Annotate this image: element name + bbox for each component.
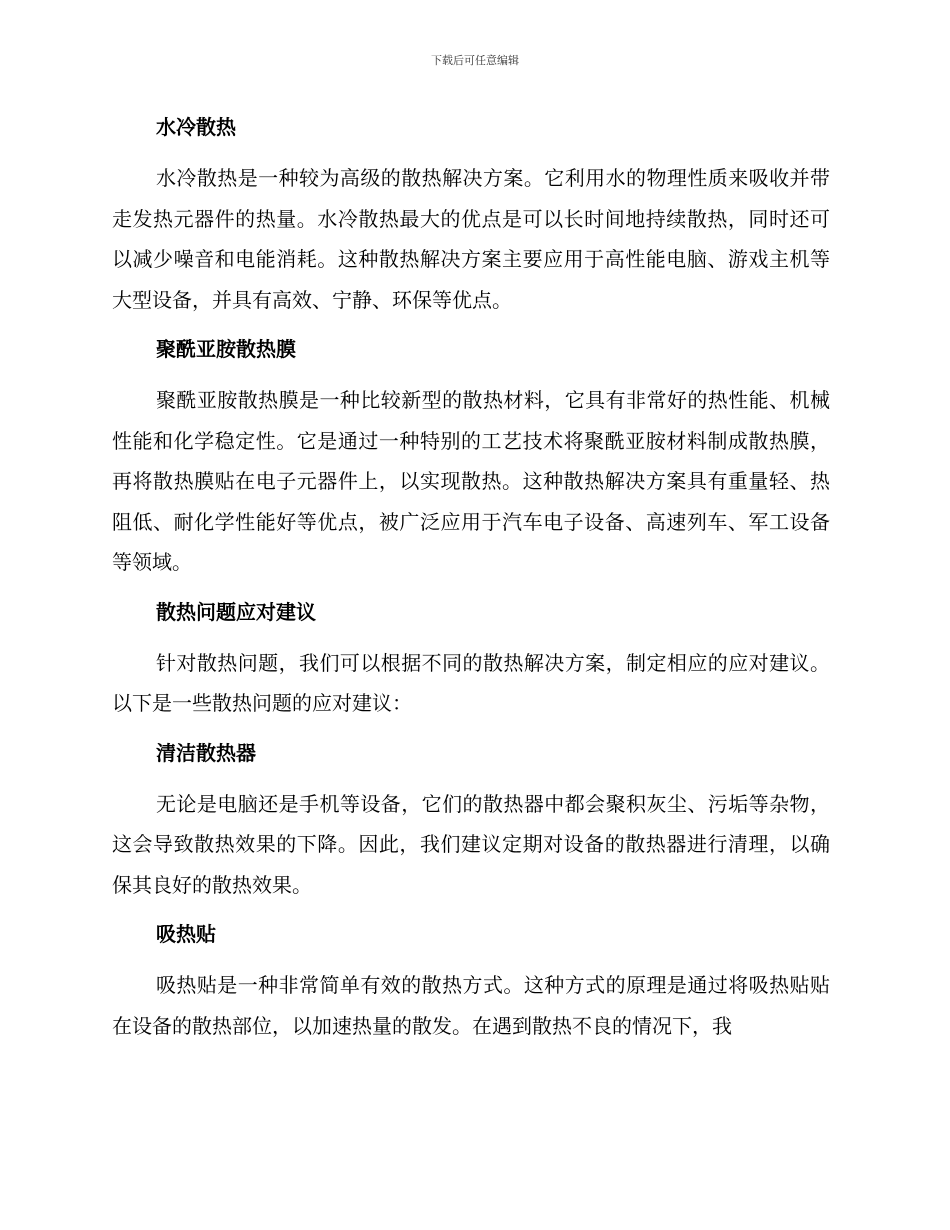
section-paragraph-polyimide-film: 聚酰亚胺散热膜是一种比较新型的散热材料，它具有非常好的热性能、机械性能和化学稳定性。它是通过一种特别的工艺技术将聚酰亚胺材料制成散热膜，再将散热膜贴在电子元器件上，以实现散热。这种散热解决方案具有重量轻、热阻低、耐化学性能好等优点，被广泛应用于汽车电子设备、高速列车、军工设备等领域。 (112, 388, 830, 574)
section-paragraph-suggestions: 针对散热问题，我们可以根据不同的散热解决方案，制定相应的应对建议。以下是一些散热问题的应对建议： (112, 650, 830, 715)
document-body (112, 112, 830, 1060)
section-heading-heat-pad: 吸热贴 (156, 922, 216, 946)
section-paragraph-water-cooling: 水冷散热是一种较为高级的散热解决方案。它利用水的物理性质来吸收并带走发热元器件的热量。水冷散热最大的优点是可以长时间地持续散热，同时还可以减少噪音和电能消耗。这种散热解决方案主要应用于高性能电脑、游戏主机等大型设备，并具有高效、宁静、环保等优点。 (112, 166, 830, 312)
section-heading-clean-radiator: 清洁散热器 (156, 740, 256, 765)
section-heading-polyimide-film: 聚酰亚胺散热膜 (156, 337, 296, 361)
section-heading-water-cooling: 水冷散热 (156, 115, 236, 139)
section-heading-suggestions: 散热问题应对建议 (156, 599, 316, 624)
section-paragraph-heat-pad: 吸热贴是一种非常简单有效的散热方式。这种方式的原理是通过将吸热贴贴在设备的散热部位，以加速热量的散发。在遇到散热不良的情况下，我 (112, 973, 830, 1038)
section-paragraph-clean-radiator: 无论是电脑还是手机等设备，它们的散热器中都会聚积灰尘、污垢等杂物，这会导致散热效果的下降。因此，我们建议定期对设备的散热器进行清理，以确保其良好的散热效果。 (112, 791, 830, 897)
page-header: 下载后可任意编辑 (431, 54, 519, 67)
